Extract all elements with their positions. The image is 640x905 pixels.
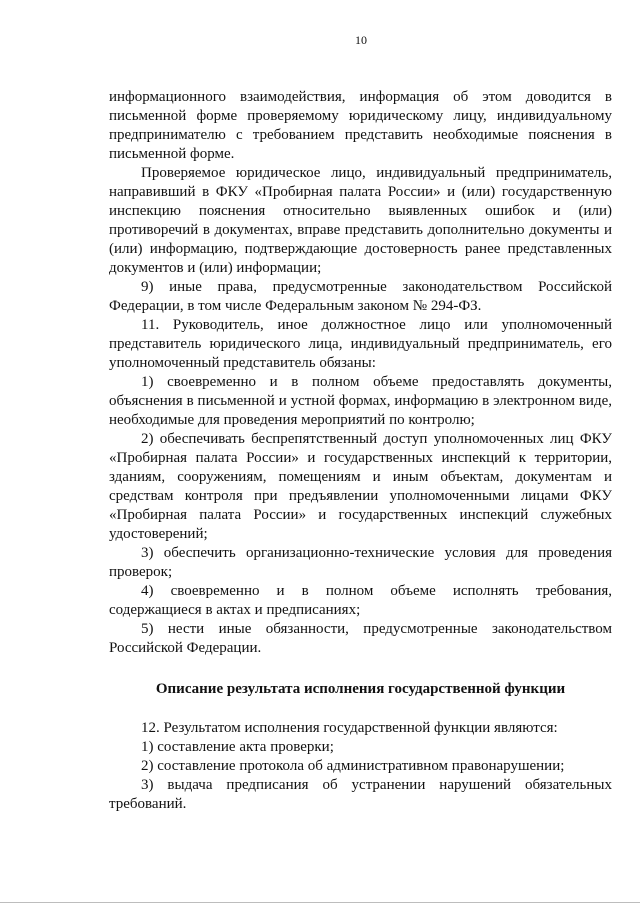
list-item: 3) выдача предписания об устранении нарушений обязательных требований. — [109, 777, 612, 812]
list-item: 3) обеспечить организационно-технические условия для проведения проверок; — [109, 545, 612, 580]
paragraph: 11. Руководитель, иное должностное лицо или уполномоченный представитель юридического лица, индивидуальный предприниматель, его уполномоченный представитель обязаны: — [109, 317, 612, 371]
list-item: 5) нести иные обязанности, предусмотренные законодательством Российской Федерации. — [109, 621, 612, 656]
list-item: 2) обеспечивать беспрепятственный доступ уполномоченных лиц ФКУ «Пробирная палата России» и государственных инспекций к территории, зданиям, сооружениям, помещениям и иным объектам, документам и средствам контроля при предъявлении уполномоченными лицами ФКУ «Пробирная палата России» и государственных инспекций служебных удостоверений; — [109, 431, 612, 542]
document-body — [109, 88, 612, 814]
list-item: 1) своевременно и в полном объеме предоставлять документы, объяснения в письменной и устной формах, информацию в электронном виде, необходимые для проведения мероприятий по контролю; — [109, 374, 612, 428]
paragraph: информационного взаимодействия, информация об этом доводится в письменной форме проверяемому юридическому лицу, индивидуальному предпринимателю с требованием представить необходимые пояснения в письменной форме. — [109, 89, 612, 162]
page-number: 10 — [355, 33, 367, 47]
list-item: 1) составление акта проверки; — [141, 739, 334, 755]
paragraph: 9) иные права, предусмотренные законодательством Российской Федерации, в том числе Федеральным законом № 294-ФЗ. — [109, 279, 612, 314]
paragraph: Проверяемое юридическое лицо, индивидуальный предприниматель, направивший в ФКУ «Пробирная палата России» и (или) государственную инспекцию пояснения относительно выявленных ошибок и (или) противоречий в документах, вправе представить дополнительно документы и (или) информацию, подтверждающие достоверность ранее представленных документов и (или) информации; — [109, 165, 612, 276]
list-item: 2) составление протокола об административном правонарушении; — [141, 758, 565, 774]
section-heading: Описание результата исполнения государственной функции — [155, 681, 566, 697]
paragraph: 12. Результатом исполнения государственной функции являются: — [141, 720, 558, 736]
list-item: 4) своевременно и в полном объеме исполнять требования, содержащиеся в актах и предписаниях; — [109, 583, 612, 618]
scan-edge-divider — [0, 902, 640, 903]
